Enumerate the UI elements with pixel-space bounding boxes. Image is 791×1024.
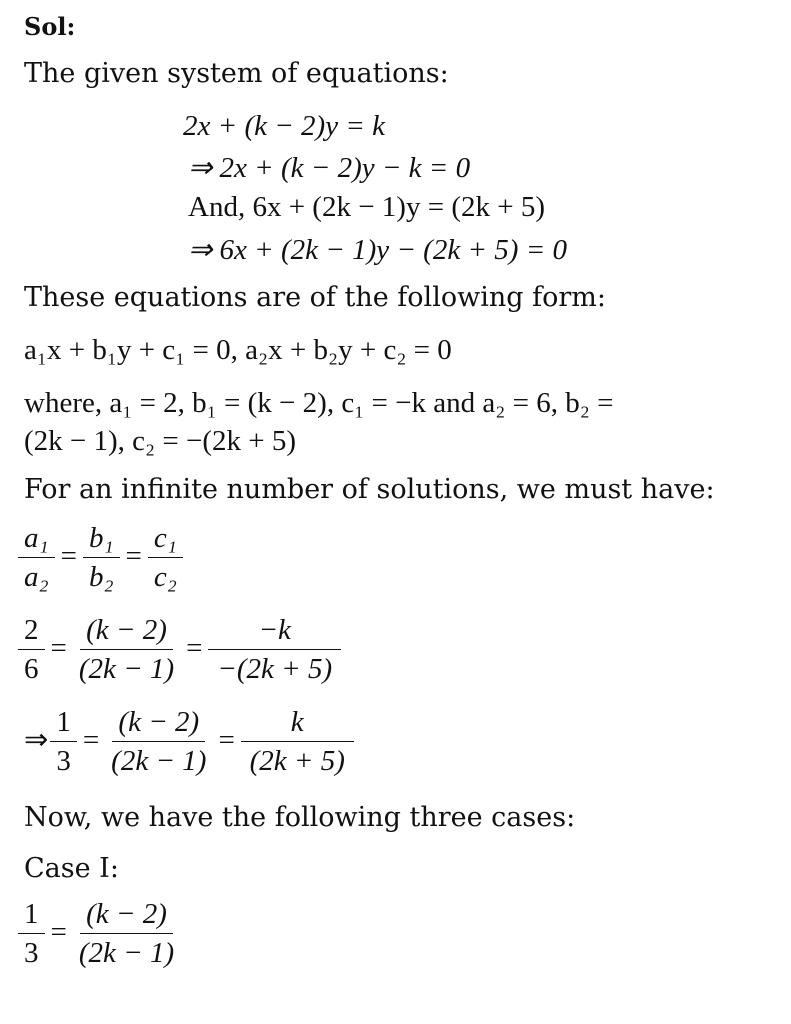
fraction-a — [18, 522, 55, 595]
numerator: b₁ — [83, 522, 120, 558]
fraction-b — [105, 706, 212, 779]
denominator: 3 — [56, 745, 71, 778]
simplified-ratio — [24, 706, 356, 779]
fraction-a — [18, 898, 45, 971]
equation-1: 2x + (k − 2)y = k — [183, 110, 386, 142]
coefficients-line-2: (2k − 1), c₂ = −(2k + 5) — [24, 425, 297, 457]
equals-sign: = — [82, 724, 100, 756]
equation-4: ⇒ 6x + (2k − 1)y − (2k + 5) = 0 — [188, 234, 568, 266]
equation-3: And, 6x + (2k − 1)y = (2k + 5) — [188, 191, 545, 223]
intro-text: The given system of equations: — [24, 58, 449, 89]
denominator: (2k − 1) — [78, 653, 175, 686]
denominator: (2k − 1) — [78, 937, 175, 970]
fraction-b — [73, 898, 180, 971]
denominator: (2k + 5) — [249, 745, 345, 778]
numerator: k — [241, 706, 354, 742]
denominator: a₂ — [24, 561, 49, 594]
equals-sign: = — [50, 916, 67, 948]
fraction-c — [208, 614, 340, 687]
fraction-b — [83, 522, 120, 595]
numerator: (k − 2) — [112, 706, 205, 742]
case-1-equation — [16, 898, 182, 971]
denominator: b₂ — [88, 561, 114, 594]
equals-sign: = — [50, 632, 67, 664]
substituted-ratio — [16, 614, 343, 687]
denominator: c₂ — [153, 561, 177, 594]
numerator: 1 — [18, 898, 45, 934]
numerator: 2 — [18, 614, 45, 650]
implies-arrow: ⇒ — [24, 724, 49, 756]
equals-sign: = — [60, 540, 77, 572]
fraction-a — [50, 706, 77, 779]
equals-sign: = — [218, 724, 235, 756]
fraction-c — [241, 706, 354, 779]
fraction-a — [18, 614, 45, 687]
form-text: These equations are of the following form: — [24, 282, 606, 313]
infinite-solutions-text: For an infinite number of solutions, we must have: — [24, 474, 715, 505]
denominator: −(2k + 5) — [217, 653, 333, 686]
solution-heading: Sol: — [24, 12, 76, 41]
numerator: (k − 2) — [80, 898, 173, 934]
case-label: Case I: — [24, 853, 119, 884]
numerator: a₁ — [18, 522, 55, 558]
general-form: a₁x + b₁y + c₁ = 0, a₂x + b₂y + c₂ = 0 — [24, 334, 452, 366]
numerator: c₁ — [148, 522, 183, 558]
ratio-condition — [16, 522, 185, 595]
equation-2: ⇒ 2x + (k − 2)y − k = 0 — [188, 152, 471, 184]
equals-sign: = — [125, 540, 142, 572]
numerator: (k − 2) — [80, 614, 173, 650]
equals-sign: = — [186, 632, 203, 664]
numerator: −k — [208, 614, 340, 650]
denominator: 3 — [24, 937, 39, 970]
fraction-b — [73, 614, 180, 687]
cases-text: Now, we have the following three cases: — [24, 802, 576, 833]
denominator: 6 — [24, 653, 39, 686]
denominator: (2k − 1) — [111, 745, 207, 778]
fraction-c — [148, 522, 183, 595]
numerator: 1 — [50, 706, 77, 742]
coefficients-line-1: where, a₁ = 2, b₁ = (k − 2), c₁ = −k and a₂ = 6, b₂ = — [24, 387, 614, 419]
